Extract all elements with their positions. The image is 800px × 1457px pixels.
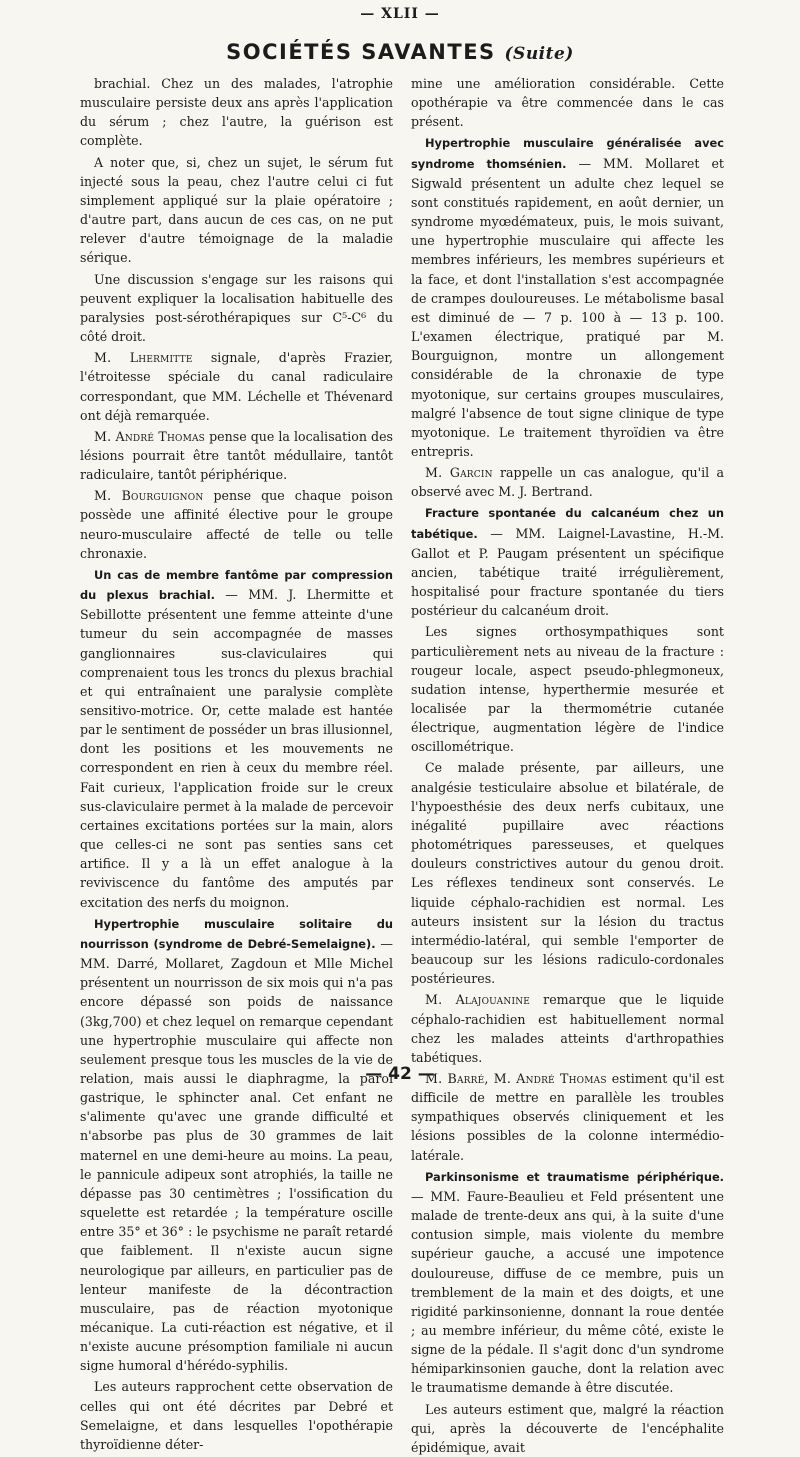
communication-title: Hypertrophie musculaire généralisée avec syndrome thomsénien.	[411, 136, 724, 171]
paragraph-text: — MM. Faure-Beaulieu et Feld présentent une malade de trente-deux ans qui, à la suite d'une contusion simple, mais violente du membre supérieur gauche, a accusé une impotence douloureuse, diffuse de ce membre, puis un tremblement de la main et des doigts, et une rigidité parkinsonienne, donnant la roue dentée ; au membre inférieur, du même côté, existe le signe de la pédale. Il s'agit donc d'un syndrome hémiparkinsonien gauche, dont la relation avec le traumatisme demande à être discutée.	[411, 1188, 724, 1396]
communication-title: Parkinsonisme et traumatisme périphérique.	[425, 1169, 724, 1184]
paragraph	[411, 503, 724, 620]
running-head	[0, 40, 800, 64]
paragraph	[80, 427, 393, 484]
speaker-name: M. Bourguignon	[94, 488, 204, 504]
paragraph	[80, 914, 393, 1376]
communication-title: Hypertrophie musculaire solitaire du nourrisson (syndrome de Debré-Semelaigne).	[80, 916, 393, 951]
paragraph-text: A noter que, si, chez un sujet, le sérum fut injecté sous la peau, chez l'autre celui ci fut simplement appliqué sur la plaie opératoire ; d'autre part, dans aucun de ces cas, on ne put relever d'autre témoignage de la maladie sérique.	[80, 154, 393, 266]
page-number: — 42 —	[365, 1064, 435, 1084]
paragraph	[80, 74, 393, 151]
paragraph-text: signale, d'après Frazier, l'étroitesse spéciale du canal radiculaire correspondant, que MM. Léchelle et Thévenard ont déjà remarquée.	[80, 350, 394, 423]
paragraph	[411, 463, 724, 501]
paragraph-text: brachial. Chez un des malades, l'atrophie musculaire persiste deux ans après l'application du sérum ; chez l'autre, la guérison est complète.	[80, 76, 393, 149]
paragraph-text: Les auteurs rapprochent cette observation de celles qui ont été décrites par Debré et Semelaigne, et dans lesquelles l'opothérapie thyroïdienne déter-	[80, 1379, 393, 1452]
speaker-name: M. Alajouanine	[425, 992, 531, 1008]
paragraph-text: — MM. J. Lhermitte et Sebillotte présentent une femme atteinte d'une tumeur du sein accompagnée de masses ganglionnaires sus-claviculaires qui comprenaient tous les troncs du plexus brachial et qui entraînaient une paralysie complète sensitivo-motrice. Or, cette malade est hantée par le sentiment de posséder un bras illusionnel, dont les positions et les mouvements ne correspondent en rien à ceux du membre réel. Fait curieux, l'application froide sur le creux sus-claviculaire permet à la malade de percevoir certaines excitations portées sur la main, alors que celles-ci ne sont pas senties sans cet artifice. Il y a là un effet analogue à la reviviscence du fantôme des amputés par excitation des nerfs du moignon.	[80, 587, 394, 910]
section-title: SOCIÉTÉS SAVANTES	[226, 40, 496, 64]
paragraph	[80, 153, 393, 268]
paragraph-text: estiment qu'il est difficile de mettre en parallèle les troubles sympathiques observés cliniquement et les lésions possibles de la colonne intermédio-latérale.	[411, 1070, 725, 1163]
paragraph-text: — MM. Mollaret et Sigwald présentent un adulte chez lequel se sont constitués rapidement, en août dernier, un syndrome myœdémateux, puis, le mois suivant, une hypertrophie musculaire qui affecte les membres inférieurs, les membres supérieurs et la face, et dont l'installation s'est accompagnée de crampes douloureuses. Le métabolisme basal est diminué de — 7 p. 100 à — 13 p. 100. L'examen électrique, pratiqué par M. Bourguignon, montre un allongement considérable de la chronaxie de type myotonique, sur certains groupes musculaires, malgré l'absence de tout signe clinique de type myotonique. Le traitement thyroïdien va être entrepris.	[411, 155, 724, 459]
paragraph-text: rappelle un cas analogue, qu'il a observé avec M. J. Bertrand.	[411, 465, 724, 500]
paragraph-text: mine une amélioration considérable. Cette opothérapie va être commencée dans le cas présent.	[411, 76, 724, 130]
paragraph	[411, 758, 724, 988]
speaker-name: M. Garcin	[425, 465, 493, 481]
right-column	[411, 74, 724, 1457]
paragraph-text: Les signes orthosympathiques sont particulièrement nets au niveau de la fracture : rougeur locale, aspect pseudo-phlegmoneux, sudation intense, hyperthermie mesurée et localisée par la thermométrie cutanée électrique, augmentation légère de l'indice oscillométrique.	[411, 624, 724, 755]
paragraph	[411, 622, 724, 756]
paragraph-text: Une discussion s'engage sur les raisons qui peuvent expliquer la localisation habituelle des paralysies post-sérothérapiques sur C⁵-C⁶ du côté droit.	[80, 271, 393, 345]
paragraph	[411, 990, 724, 1067]
paragraph	[411, 1400, 724, 1457]
paragraph-text: Les auteurs estiment que, malgré la réaction qui, après la découverte de l'encéphalite épidémique, avait	[411, 1401, 724, 1455]
communication-title: Fracture spontanée du calcanéum chez un tabétique.	[411, 506, 724, 541]
paragraph	[80, 565, 393, 912]
roman-folio: — XLII —	[360, 6, 440, 22]
paragraph-text: — MM. Darré, Mollaret, Zagdoun et Mlle Michel présentent un nourrisson de six mois qui n'a pas encore dépassé son poids de naissance (3kg,700) et chez lequel on remarque cependant une hypertrophie musculaire qui affecte non seulement presque tous les muscles de la vie de relation, mais aussi le diaphragme, la paroi gastrique, le sphincter anal. Cet enfant ne s'alimente qu'avec une grande difficulté et n'absorbe pas plus de 30 grammes de lait maternel en une demi-heure au moins. La peau, le pannicule adipeux sont atrophiés, la taille ne dépasse pas 30 centimètres ; l'ossification du squelette est retardée ; la température oscille entre 35° et 36° : le psychisme ne paraît retardé que faiblement. Il n'existe aucun signe neurologique par ailleurs, en particulier pas de lenteur manifeste de la décontraction musculaire, pas de réaction myotonique mécanique. La cuti-réaction est négative, et il n'existe aucune présomption familiale ni aucun signe humoral d'hérédo-syphilis.	[80, 935, 393, 1374]
paragraph	[411, 1167, 724, 1398]
paragraph-text: — MM. Laignel-Lavastine, H.-M. Gallot et P. Paugam présentent un spécifique ancien, tabétique traité irrégulièrement, hospitalisé pour fracture spontanée du tiers postérieur du calcanéum droit.	[411, 525, 724, 619]
paragraph	[80, 486, 393, 563]
section-title-suffix: (Suite)	[504, 44, 574, 64]
speaker-name: M. André Thomas	[94, 428, 206, 444]
paragraph	[80, 348, 393, 425]
paragraph	[80, 1377, 393, 1454]
paragraph-text: Ce malade présente, par ailleurs, une analgésie testiculaire absolue et bilatérale, de l'hypoesthésie des deux nerfs cubitaux, une inégalité pupillaire avec réactions photométriques paresseuses, et quelques douleurs constrictives autour du genou droit. Les réflexes tendineux sont conservés. Le liquide céphalo-rachidien est normal. Les auteurs insistent sur la lésion du tractus intermédio-latéral, qui semble l'emporter de beaucoup sur les lésions radiculo-cordonales postérieures.	[411, 760, 724, 987]
paragraph	[411, 133, 724, 461]
speaker-name: M. Lhermitte	[94, 350, 193, 366]
paragraph	[411, 74, 724, 131]
left-column	[80, 74, 393, 1454]
speaker-name: M. Barré, M. André Thomas	[425, 1070, 607, 1086]
paragraph-text: pense que chaque poison possède une affinité élective pour le groupe neuro-musculaire affecté de telle ou telle chronaxie.	[80, 488, 394, 561]
paragraph-text: remarque que le liquide céphalo-rachidien est habituellement normal chez les malades atteints d'arthropathies tabétiques.	[411, 992, 724, 1065]
paragraph-text: pense que la localisation des lésions pourrait être tantôt médullaire, tantôt radiculaire, tantôt périphérique.	[80, 428, 393, 483]
paragraph	[80, 270, 393, 347]
communication-title: Un cas de membre fantôme par compression du plexus brachial.	[80, 567, 393, 603]
